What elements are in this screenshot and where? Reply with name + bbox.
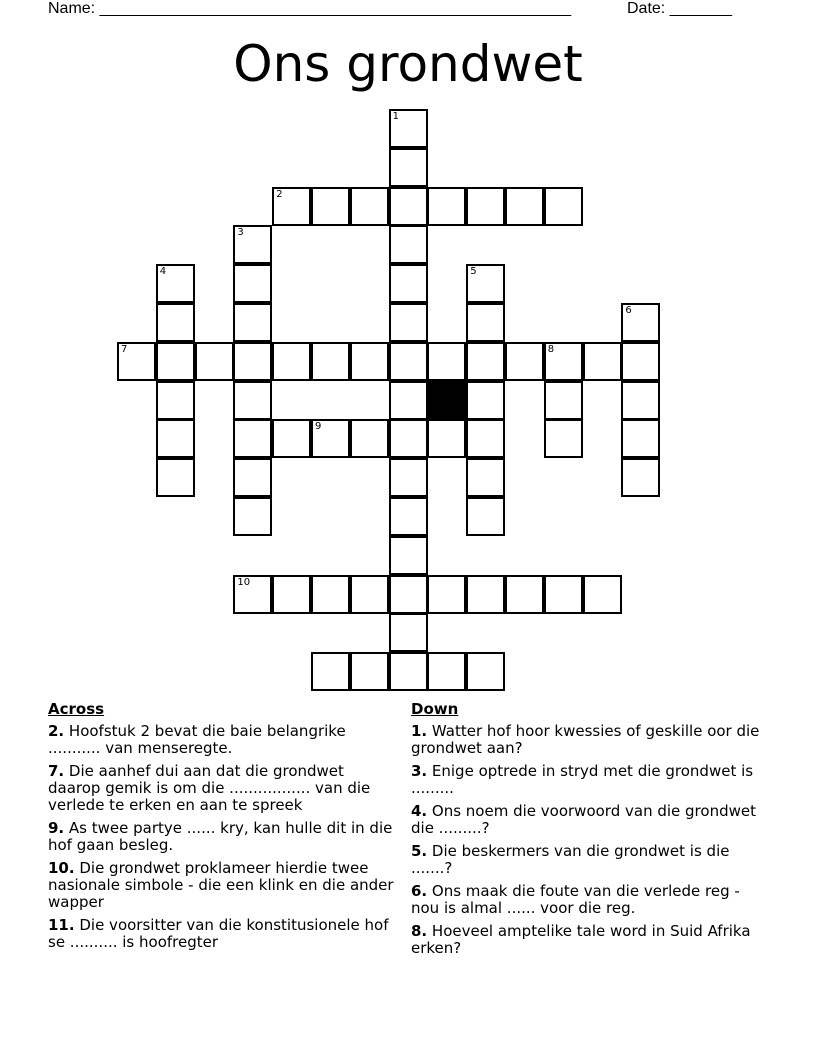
grid-cell[interactable] xyxy=(466,497,505,536)
clue-num: 7. xyxy=(48,762,65,780)
grid-cell[interactable] xyxy=(233,497,272,536)
page-title: Ons grondwet xyxy=(233,35,583,93)
clue-text: Ons maak die foute van die verlede reg - nou is almal ...... voor die reg. xyxy=(411,882,740,917)
grid-cell[interactable] xyxy=(350,187,389,226)
clue-item xyxy=(411,923,761,957)
clue-text: Watter hof hoor kwessies of geskille oor die grondwet aan? xyxy=(411,722,760,757)
grid-cell[interactable] xyxy=(544,419,583,458)
down-clues xyxy=(411,700,761,963)
clue-text: As twee partye ...... kry, kan hulle dit in die hof gaan besleg. xyxy=(48,819,393,854)
grid-cell[interactable] xyxy=(272,575,311,614)
clue-text: Hoeveel amptelike tale word in Suid Afrika erken? xyxy=(411,922,751,957)
grid-cell[interactable] xyxy=(350,652,389,691)
grid-cell[interactable] xyxy=(505,187,544,226)
down-clue-list xyxy=(411,723,761,957)
grid-cell[interactable] xyxy=(466,303,505,342)
grid-cell[interactable] xyxy=(389,613,428,652)
clue-item xyxy=(48,820,398,854)
grid-cell[interactable] xyxy=(233,303,272,342)
grid-cell[interactable] xyxy=(233,575,272,614)
grid-cell[interactable] xyxy=(427,575,466,614)
grid-cell[interactable] xyxy=(233,342,272,381)
clue-num: 11. xyxy=(48,916,75,934)
clue-item xyxy=(411,843,761,877)
grid-cell[interactable] xyxy=(389,381,428,420)
clue-number: 6 xyxy=(625,305,632,316)
clue-number: 1 xyxy=(392,111,399,122)
grid-cell[interactable] xyxy=(311,652,350,691)
grid-cell[interactable] xyxy=(466,419,505,458)
grid-cell[interactable] xyxy=(621,381,660,420)
grid-cell[interactable] xyxy=(156,381,195,420)
grid-cell[interactable] xyxy=(389,109,428,148)
clue-num: 10. xyxy=(48,859,75,877)
grid-cell[interactable] xyxy=(466,187,505,226)
grid-cell[interactable] xyxy=(311,187,350,226)
clue-num: 1. xyxy=(411,722,428,740)
grid-cell[interactable] xyxy=(272,419,311,458)
grid-cell[interactable] xyxy=(389,497,428,536)
grid-cell[interactable] xyxy=(233,458,272,497)
clue-number: 7 xyxy=(121,343,128,355)
grid-cell[interactable] xyxy=(272,187,311,226)
clue-num: 6. xyxy=(411,882,428,900)
grid-cell[interactable] xyxy=(544,342,583,381)
grid-cell[interactable] xyxy=(389,148,428,187)
across-clue-list xyxy=(48,723,398,951)
name-field-label: Name: _____________________________________________________ xyxy=(48,0,572,17)
grid-cell[interactable] xyxy=(544,575,583,614)
date-field-label: Date: _______ xyxy=(627,0,732,17)
grid-cell[interactable] xyxy=(505,342,544,381)
grid-cell[interactable] xyxy=(466,652,505,691)
clue-text: Die beskermers van die grondwet is die .......? xyxy=(411,842,730,877)
grid-cell[interactable] xyxy=(427,342,466,381)
grid-cell[interactable] xyxy=(389,575,428,614)
grid-cell[interactable] xyxy=(233,381,272,420)
grid-cell[interactable] xyxy=(233,225,272,264)
grid-cell[interactable] xyxy=(389,187,428,226)
clue-num: 4. xyxy=(411,802,428,820)
grid-cell[interactable] xyxy=(156,419,195,458)
grid-cell[interactable] xyxy=(389,458,428,497)
clue-number: 2 xyxy=(276,188,283,200)
grid-cell[interactable] xyxy=(389,536,428,575)
clue-num: 9. xyxy=(48,819,65,837)
clue-item xyxy=(411,883,761,917)
grid-cell[interactable] xyxy=(233,264,272,303)
clue-number: 4 xyxy=(159,266,167,278)
grid-cell[interactable] xyxy=(427,652,466,691)
grid-cell[interactable] xyxy=(117,342,156,381)
clue-item xyxy=(48,860,398,911)
clue-text: Hoofstuk 2 bevat die baie belangrike ........... van menseregte. xyxy=(48,722,346,757)
clue-text: Die aanhef dui aan dat die grondwet daarop gemik is om die ................. van die verlede te erken en aan te spreek xyxy=(48,762,371,814)
grid-cell[interactable] xyxy=(427,187,466,226)
grid-cell[interactable] xyxy=(466,575,505,614)
clue-item xyxy=(411,803,761,837)
grid-cell[interactable] xyxy=(233,419,272,458)
clue-text: Enige optrede in stryd met die grondwet is ......... xyxy=(411,762,754,797)
clue-number: 10 xyxy=(237,576,251,588)
across-heading: Across xyxy=(48,700,105,718)
clue-item xyxy=(411,723,761,757)
across-clues xyxy=(48,700,398,957)
grid-cell[interactable] xyxy=(621,419,660,458)
grid-cell[interactable] xyxy=(156,458,195,497)
grid-cell[interactable] xyxy=(621,303,660,342)
clue-num: 8. xyxy=(411,922,428,940)
grid-cell[interactable] xyxy=(544,381,583,420)
down-heading: Down xyxy=(411,700,459,718)
grid-cell[interactable] xyxy=(389,342,428,381)
grid-cell[interactable] xyxy=(466,342,505,381)
grid-cell[interactable] xyxy=(466,381,505,420)
clue-item xyxy=(411,763,761,797)
grid-cell[interactable] xyxy=(544,187,583,226)
grid-cell[interactable] xyxy=(621,342,660,381)
clue-item xyxy=(48,917,398,951)
grid-cell[interactable] xyxy=(272,342,311,381)
grid-cell[interactable] xyxy=(350,575,389,614)
grid-cell[interactable] xyxy=(311,575,350,614)
grid-cell[interactable] xyxy=(583,342,622,381)
grid-cell[interactable] xyxy=(156,264,195,303)
grid-cell[interactable] xyxy=(156,342,195,381)
grid-cell[interactable] xyxy=(583,575,622,614)
grid-cell[interactable] xyxy=(156,303,195,342)
grid-cell[interactable] xyxy=(621,458,660,497)
grid-cell[interactable] xyxy=(427,419,466,458)
clue-number: 9 xyxy=(315,421,322,433)
clue-text: Ons noem die voorwoord van die grondwet die .........? xyxy=(411,802,756,837)
grid-cell[interactable] xyxy=(389,419,428,458)
grid-cell[interactable] xyxy=(311,419,350,458)
clue-num: 3. xyxy=(411,762,428,780)
grid-cell[interactable] xyxy=(505,575,544,614)
grid-cell[interactable] xyxy=(466,264,505,303)
clue-num: 5. xyxy=(411,842,428,860)
grid-cell[interactable] xyxy=(389,303,428,342)
clue-item xyxy=(48,723,398,757)
grid-cell[interactable] xyxy=(350,419,389,458)
grid-cell[interactable] xyxy=(389,264,428,303)
grid-cell[interactable] xyxy=(466,458,505,497)
clue-text: Die grondwet proklameer hierdie twee nasionale simbole - die een klink en die ander wapper xyxy=(48,859,394,911)
clue-number: 5 xyxy=(470,266,477,278)
grid-cell[interactable] xyxy=(389,652,428,691)
clue-num: 2. xyxy=(48,722,65,740)
grid-cell[interactable] xyxy=(195,342,234,381)
clue-item xyxy=(48,763,398,814)
clue-number: 8 xyxy=(547,343,555,355)
grid-black-cell xyxy=(427,381,466,420)
grid-cell[interactable] xyxy=(311,342,350,381)
clue-number: 3 xyxy=(237,227,244,239)
grid-cell[interactable] xyxy=(350,342,389,381)
grid-cell[interactable] xyxy=(389,225,428,264)
clue-text: Die voorsitter van die konstitusionele hof se .......... is hoofregter xyxy=(48,916,389,951)
